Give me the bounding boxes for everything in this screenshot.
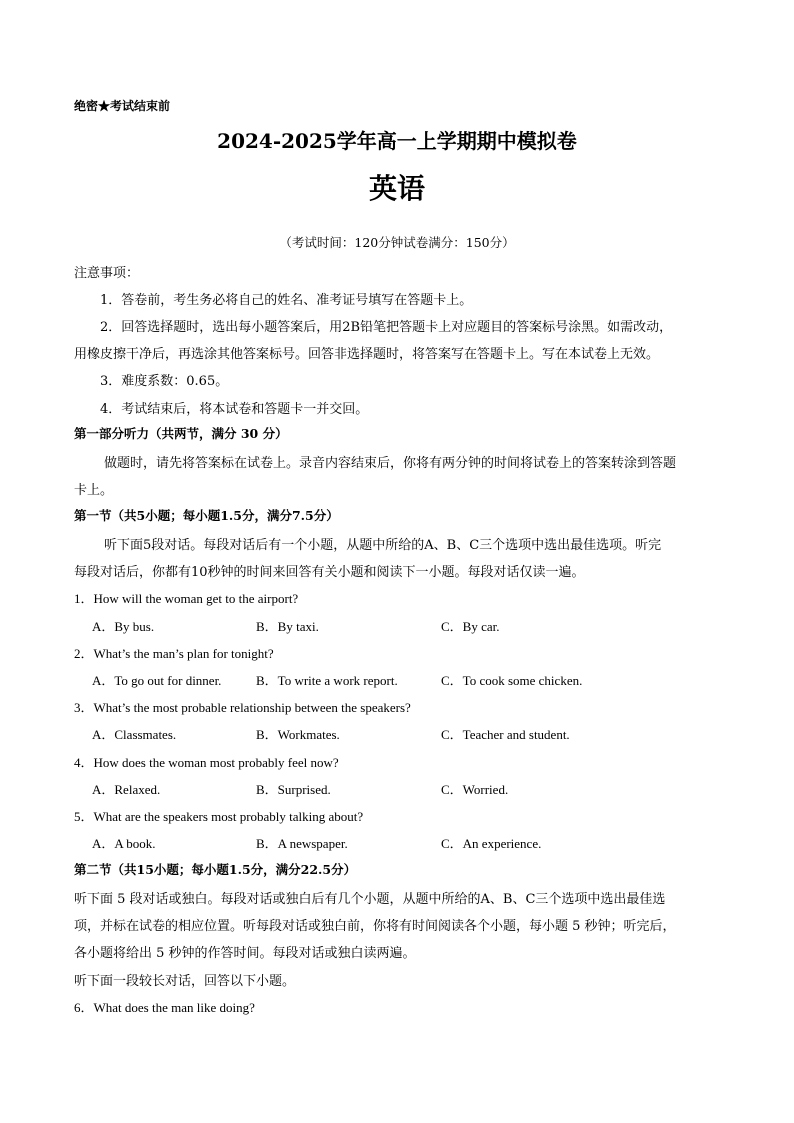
option-a: A．A book. (92, 836, 156, 851)
section2-intro: 项，并标在试卷的相应位置。听每段对话或独白前，你将有时间阅读各个小题，每小题 5 秒钟；听完后， (74, 919, 676, 934)
question-stem: 2．What’s the man’s plan for tonight? (74, 646, 274, 661)
section2-intro: 听下面 5 段对话或独白。每段对话或独白后有几个小题，从题中所给的A、B、C三个选项中选出最佳选 (74, 892, 666, 907)
section1-heading: 第一节（共5小题；每小题1.5分，满分7.5分） (74, 508, 339, 523)
option-a: A．Relaxed. (92, 782, 161, 797)
question-stem: 6．What does the man like doing? (74, 1000, 255, 1015)
question-stem: 5．What are the speakers most probably talking about? (74, 809, 364, 824)
option-b: B．To write a work report. (256, 673, 398, 688)
option-a: A．Classmates. (92, 727, 177, 742)
notice-item: 2．回答选择题时，选出每小题答案后，用2B铅笔把答题卡上对应题目的答案标号涂黑。如需改动， (100, 320, 673, 335)
option-a: A．To go out for dinner. (92, 673, 222, 688)
notice-item: 3．难度系数：0.65。 (100, 374, 229, 389)
section2-intro: 各小题将给出 5 秒钟的作答时间。每段对话或独白读两遍。 (74, 946, 416, 961)
subject-title: 英语 (368, 172, 425, 205)
question-stem: 4．How does the woman most probably feel now? (74, 755, 339, 770)
exam-info: （考试时间：120分钟试卷满分：150分） (279, 235, 515, 250)
exam-title: 2024-2025学年高一上学期期中模拟卷 (217, 129, 577, 153)
notice-item: 用橡皮擦干净后，再选涂其他答案标号。回答非选择题时，将答案写在答题卡上。写在本试卷上无效。 (74, 347, 660, 362)
option-c: C．Worried. (441, 782, 509, 797)
section1-intro: 听下面5段对话。每段对话后有一个小题，从题中所给的A、B、C三个选项中选出最佳选项。听完 (104, 538, 662, 553)
part1-heading: 第一部分听力（共两节，满分 30 分） (74, 426, 288, 441)
option-c: C．Teacher and student. (441, 727, 570, 742)
option-c: C．To cook some chicken. (441, 673, 583, 688)
option-b: B．A newspaper. (256, 836, 348, 851)
notice-item: 4．考试结束后，将本试卷和答题卡一并交回。 (100, 402, 369, 417)
option-b: B．By taxi. (256, 619, 319, 634)
option-c: C．By car. (441, 619, 500, 634)
option-c: C．An experience. (441, 836, 542, 851)
section2-sub-intro: 听下面一段较长对话，回答以下小题。 (74, 974, 296, 989)
option-b: B．Surprised. (256, 782, 331, 797)
option-a: A．By bus. (92, 619, 155, 634)
notice-heading: 注意事项： (74, 266, 140, 281)
confidential-label: 绝密★考试结束前 (74, 99, 171, 113)
section2-heading: 第二节（共15小题；每小题1.5分，满分22.5分） (74, 862, 357, 877)
section1-intro: 每段对话后，你都有10秒钟的时间来回答有关小题和阅读下一小题。每段对话仅读一遍。 (74, 565, 585, 580)
part1-intro: 卡上。 (74, 483, 114, 498)
part1-intro: 做题时，请先将答案标在试卷上。录音内容结束后，你将有两分钟的时间将试卷上的答案转涂到答题 (104, 456, 677, 471)
question-stem: 1．How will the woman get to the airport? (74, 591, 299, 606)
notice-item: 1．答卷前，考生务必将自己的姓名、准考证号填写在答题卡上。 (100, 293, 473, 308)
question-stem: 3．What’s the most probable relationship between the speakers? (74, 700, 411, 715)
option-b: B．Workmates. (256, 727, 340, 742)
